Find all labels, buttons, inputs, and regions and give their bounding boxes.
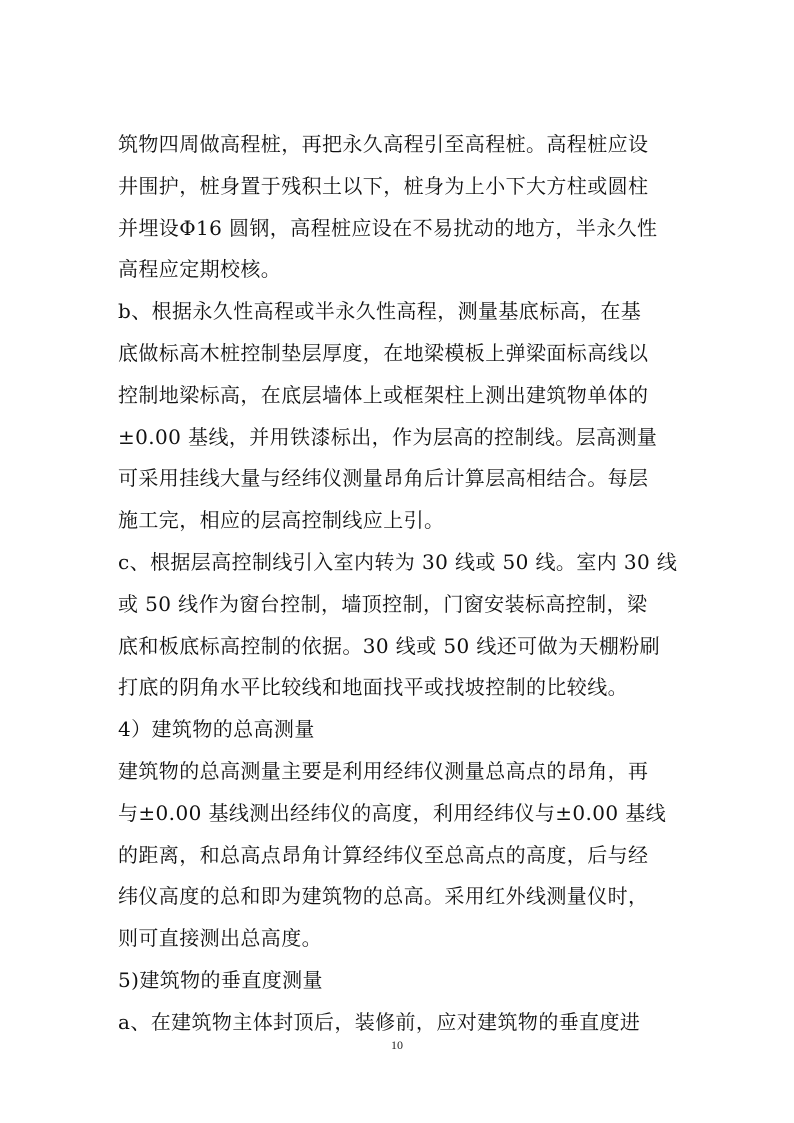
text-line: ±0.00 基线，并用铁漆标出，作为层高的控制线。层高测量 [118, 424, 658, 449]
text-line: 与±0.00 基线测出经纬仪的高度，利用经纬仪与±0.00 基线 [118, 800, 667, 825]
text-line: 控制地梁标高，在底层墙体上或框架柱上测出建筑物单体的 [118, 382, 649, 407]
text-line: 的距离，和总高点昂角计算经纬仪至总高点的高度，后与经 [118, 842, 649, 867]
text-line: 打底的阴角水平比较线和地面找平或找坡控制的比较线。 [118, 675, 628, 700]
text-line: b、根据永久性高程或半永久性高程，测量基底标高，在基 [118, 299, 642, 324]
text-line: 底做标高木桩控制垫层厚度，在地梁模板上弹梁面标高线以 [118, 340, 649, 365]
text-line: 高程应定期校核。 [118, 257, 282, 282]
text-line: 或 50 线作为窗台控制，墙顶控制，门窗安装标高控制，梁 [118, 591, 648, 616]
text-line: 筑物四周做高程桩，再把永久高程引至高程桩。高程桩应设 [118, 132, 649, 156]
text-line: 井围护，桩身置于残积土以下，桩身为上小下大方柱或圆柱 [118, 173, 649, 198]
section-heading: 4）建筑物的总高测量 [118, 717, 315, 742]
text-line: a、在建筑物主体封顶后，装修前，应对建筑物的垂直度进 [118, 1009, 641, 1034]
text-line: 可采用挂线大量与经纬仪测量昂角后计算层高相结合。每层 [118, 466, 649, 491]
body-text [118, 124, 678, 1044]
text-line: 建筑物的总高测量主要是利用经纬仪测量总高点的昂角，再 [118, 758, 649, 783]
text-line: 纬仪高度的总和即为建筑物的总高。采用红外线测量仪时， [118, 884, 649, 909]
text-line: 并埋设Φ16 圆钢，高程桩应设在不易扰动的地方，半永久性 [118, 215, 658, 240]
text-line: 则可直接测出总高度。 [118, 926, 322, 951]
text-line: 施工完，相应的层高控制线应上引。 [118, 508, 445, 533]
text-line: 底和板底标高控制的依据。30 线或 50 线还可做为天棚粉刷 [118, 633, 660, 658]
text-line: c、根据层高控制线引入室内转为 30 线或 50 线。室内 30 线 [118, 549, 678, 574]
page-number: 10 [391, 1038, 403, 1052]
section-heading: 5)建筑物的垂直度测量 [118, 967, 323, 992]
